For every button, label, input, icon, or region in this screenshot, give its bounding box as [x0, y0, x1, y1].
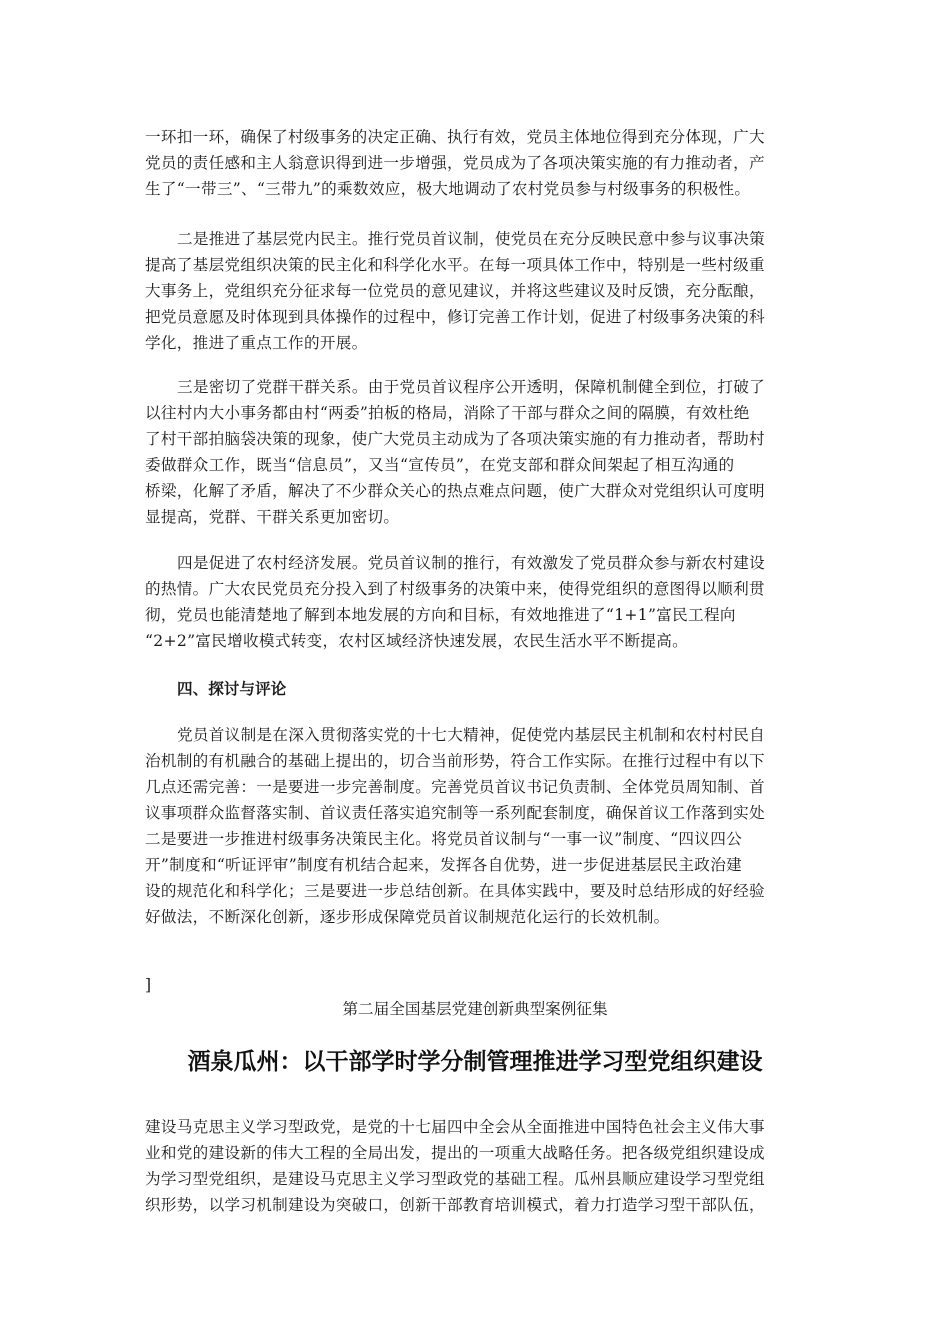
paragraph-line: 二是推进了基层党内民主。推行党员首议制，使党员在充分反映民意中参与议事决策	[177, 230, 766, 248]
paragraph-line: 好做法，不断深化创新，逐步形成保障党员首议制规范化运行的长效机制。	[145, 908, 670, 926]
document-title: 酒泉瓜州：以干部学时学分制管理推进学习型党组织建设	[187, 1048, 763, 1075]
paragraph-line: 开”制度和“听证评审”制度有机结合起来，发挥各自优势，进一步促进基层民主政治建	[145, 856, 742, 874]
paragraph-line: 的热情。广大农民党员充分投入到了村级事务的决策中来，使得党组织的意图得以顺利贯	[145, 580, 765, 598]
paragraph-line: 党员首议制是在深入贯彻落实党的十七大精神，促使党内基层民主机制和农村村民自	[177, 726, 766, 744]
paragraph-line: 以往村内大小事务都由村“两委”拍板的格局，消除了干部与群众之间的隔膜，有效杜绝	[145, 404, 750, 422]
paragraph-line: “2+2”富民增收模式转变，农村区域经济快速发展，农民生活水平不断提高。	[145, 632, 689, 650]
document-subtitle: 第二届全国基层党建创新典型案例征集	[342, 1000, 608, 1018]
paragraph-line: 四是促进了农村经济发展。党员首议制的推行，有效激发了党员群众参与新农村建设	[177, 554, 766, 572]
paragraph-line: 几点还需完善：一是要进一步完善制度。完善党员首议书记负责制、全体党员周知制、首	[145, 778, 765, 796]
paragraph-line: 党员的责任感和主人翁意识得到进一步增强，党员成为了各项决策实施的有力推动者，产	[145, 154, 765, 172]
paragraph-line: 设的规范化和科学化；三是要进一步总结创新。在具体实践中，要及时总结形成的好经验	[145, 882, 765, 900]
paragraph-line: 显提高，党群、干群关系更加密切。	[145, 508, 400, 526]
paragraph-line: 议事项群众监督落实制、首议责任落实追究制等一系列配套制度，确保首议工作落到实处	[145, 804, 765, 822]
section-heading: 四、探讨与评论	[177, 679, 287, 698]
paragraph-line: 一环扣一环，确保了村级事务的决定正确、执行有效，党员主体地位得到充分体现，广大	[145, 128, 765, 146]
paragraph-line: 为学习型党组织，是建设马克思主义学习型政党的基础工程。瓜州县顺应建设学习型党组	[145, 1170, 765, 1188]
paragraph-line: 生了“一带三”、“三带九”的乘数效应，极大地调动了农村党员参与村级事务的积极性。	[145, 180, 751, 198]
paragraph-line: 彻，党员也能清楚地了解到本地发展的方向和目标，有效地推进了“1+1”富民工程向	[145, 606, 736, 624]
paragraph-line: 把党员意愿及时体现到具体操作的过程中，修订完善工作计划，促进了村级事务决策的科	[145, 308, 765, 326]
paragraph-line: 建设马克思主义学习型政党，是党的十七届四中全会从全面推进中国特色社会主义伟大事	[145, 1118, 765, 1136]
paragraph-line: 三是密切了党群干群关系。由于党员首议程序公开透明，保障机制健全到位，打破了	[177, 378, 766, 396]
paragraph-line: 桥梁，化解了矛盾，解决了不少群众关心的热点难点问题，使广大群众对党组织认可度明	[145, 482, 765, 500]
paragraph-line: 业和党的建设新的伟大工程的全局出发，提出的一项重大战略任务。把各级党组织建设成	[145, 1144, 765, 1162]
paragraph-line: 织形势，以学习机制建设为突破口，创新干部教育培训模式，着力打造学习型干部队伍，	[145, 1196, 765, 1214]
paragraph-line: 了村干部拍脑袋决策的现象，使广大党员主动成为了各项决策实施的有力推动者，帮助村	[145, 430, 765, 448]
stray-bracket: ]	[145, 976, 152, 994]
paragraph-line: 提高了基层党组织决策的民主化和科学化水平。在每一项具体工作中，特别是一些村级重	[145, 256, 765, 274]
paragraph-line: 二是要进一步推进村级事务决策民主化。将党员首议制与“一事一议”制度、“四议四公	[145, 830, 742, 848]
paragraph-line: 学化，推进了重点工作的开展。	[145, 334, 368, 352]
paragraph-line: 治机制的有机融合的基础上提出的，切合当前形势，符合工作实际。在推行过程中有以下	[145, 752, 765, 770]
paragraph-line: 大事务上，党组织充分征求每一位党员的意见建议，并将这些建议及时反馈，充分酝酿，	[145, 282, 765, 300]
paragraph-line: 委做群众工作，既当“信息员”，又当“宣传员”，在党支部和群众间架起了相互沟通的	[145, 456, 735, 474]
